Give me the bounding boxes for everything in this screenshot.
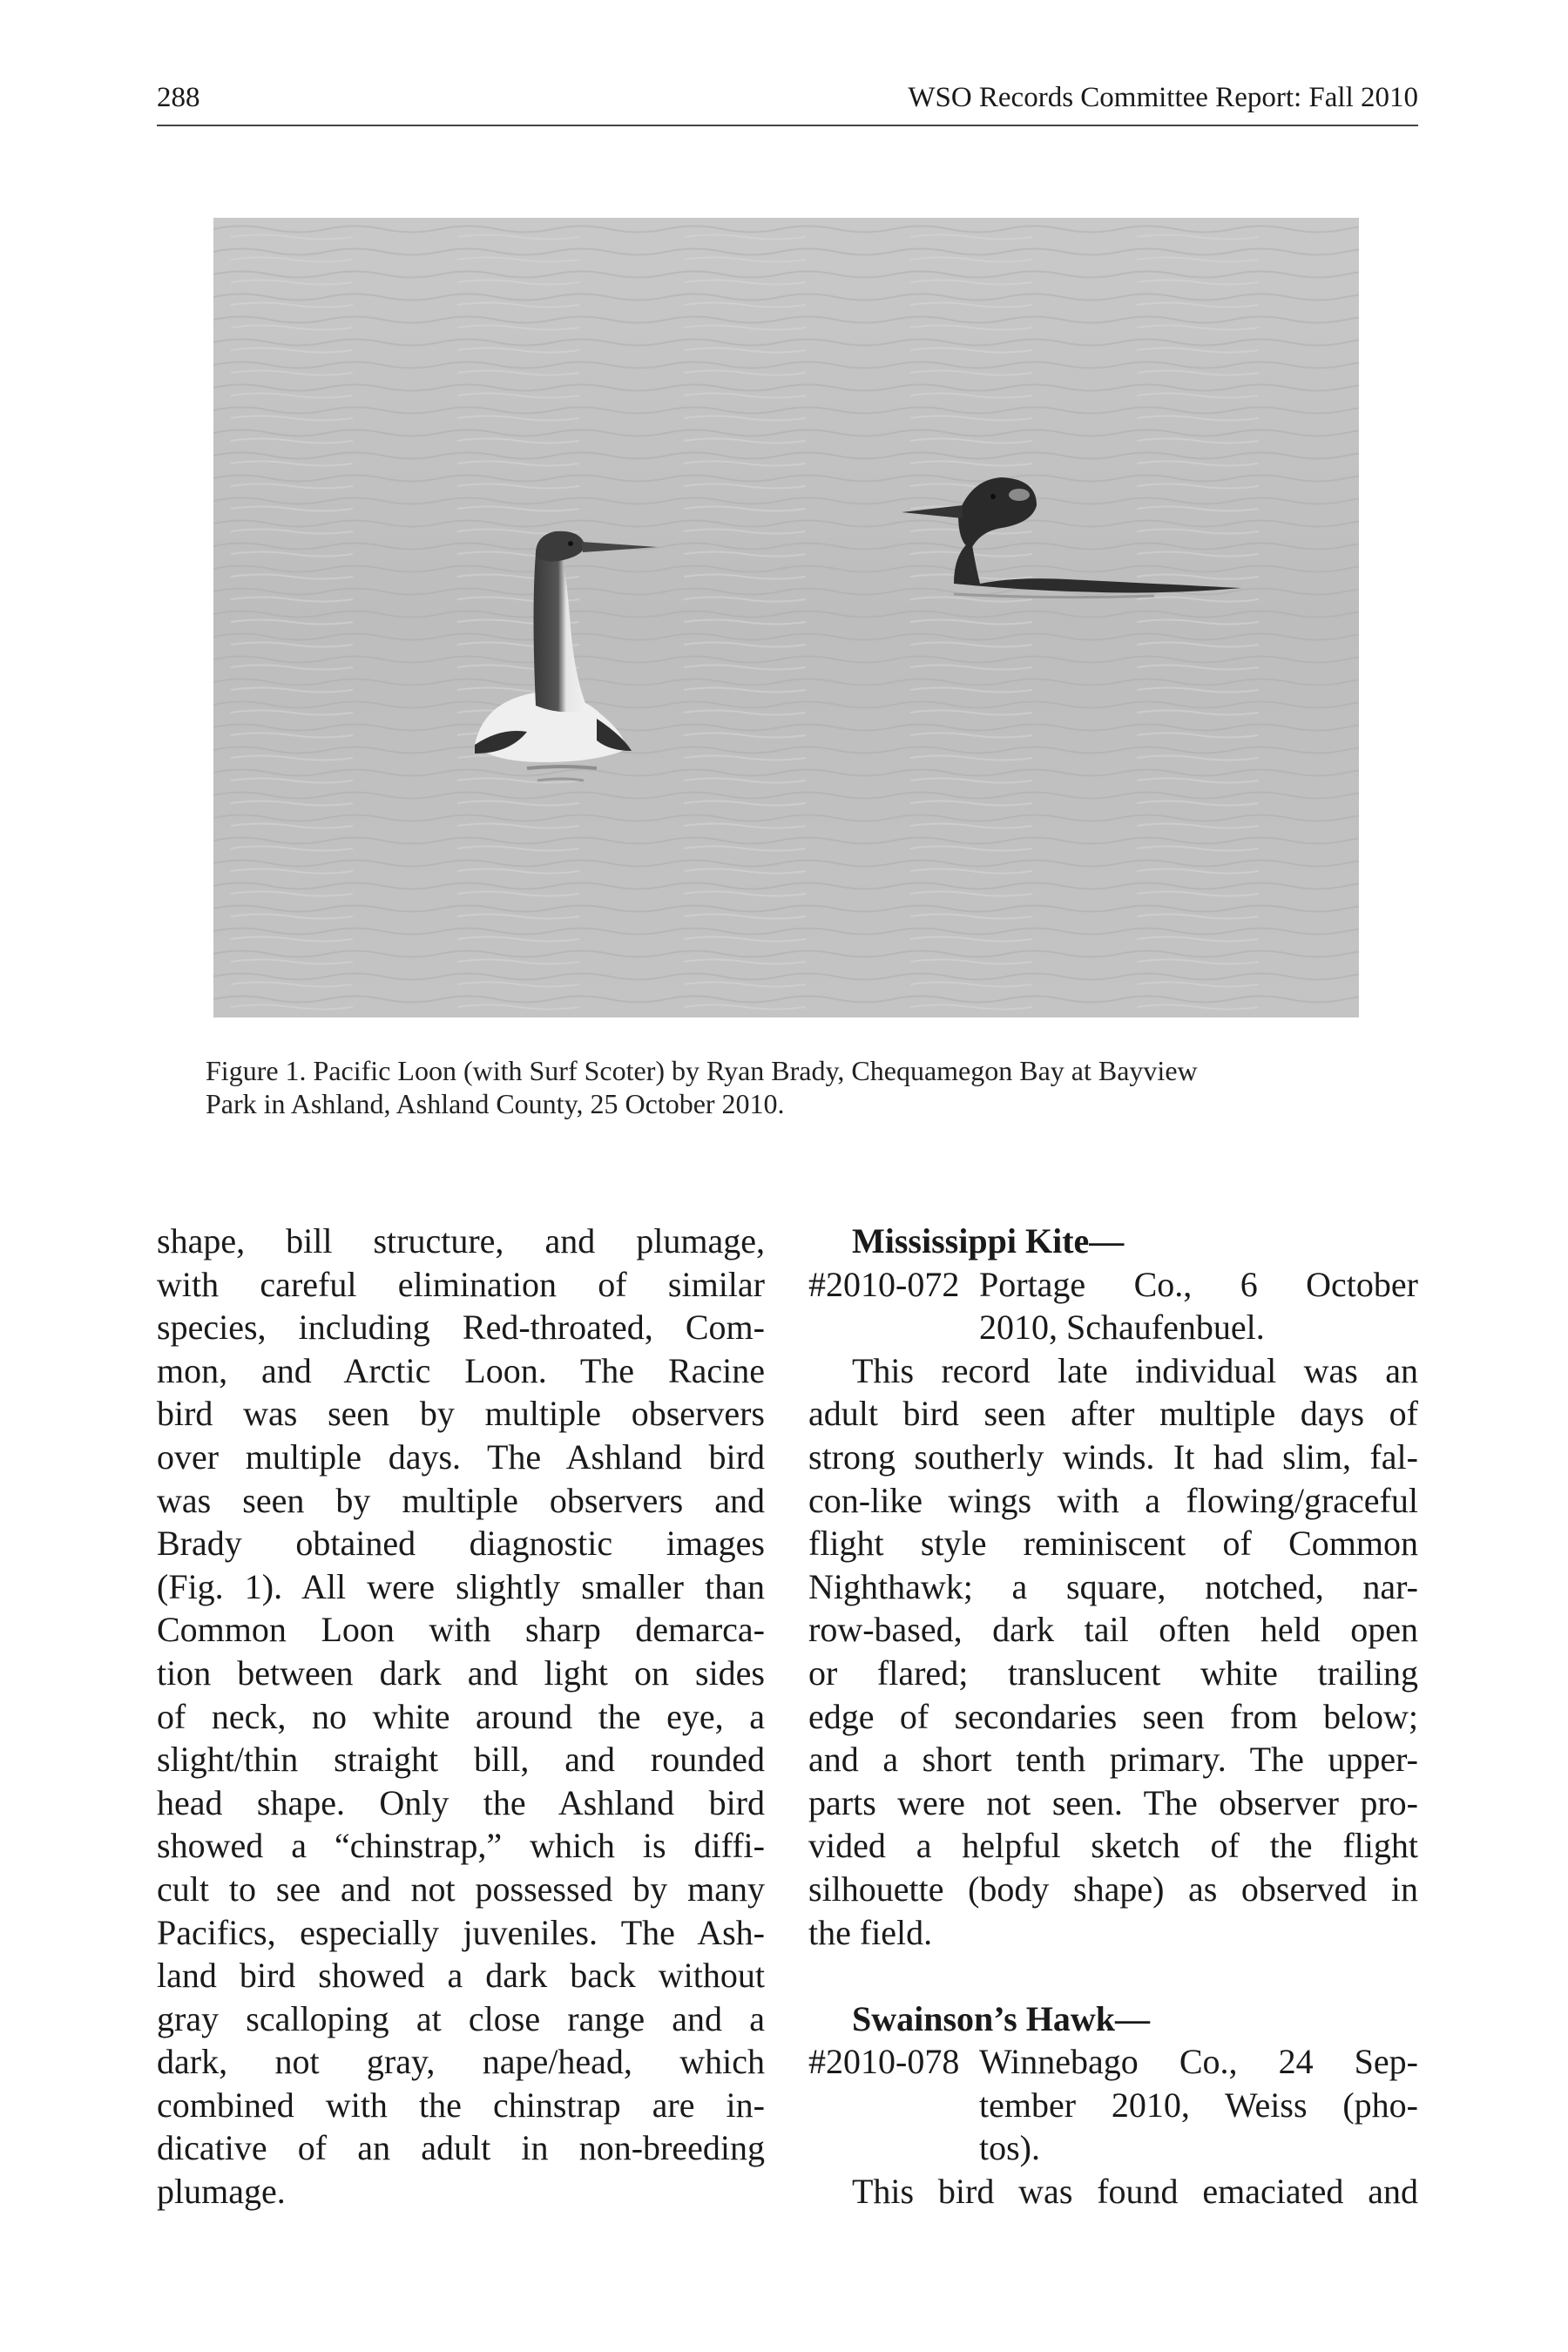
body-line: This bird was found emaciated and: [852, 2172, 1418, 2212]
figure-caption: [206, 1054, 1364, 1120]
record-number: #2010-072: [808, 1264, 960, 1304]
body-line: shape, bill structure, and plumage,: [157, 1221, 765, 1260]
body-line: adult bird seen after multiple days of: [808, 1394, 1418, 1434]
body-line: showed a “chinstrap,” which is diffi-: [157, 1826, 765, 1866]
caption-line: Park in Ashland, Ashland County, 25 October 2010.: [206, 1088, 785, 1119]
body-line: the field.: [808, 1912, 933, 1952]
body-line: with careful elimination of similar: [157, 1264, 765, 1304]
body-line: species, including Red-throated, Com-: [157, 1308, 765, 1348]
body-line: dark, not gray, nape/head, which: [157, 2042, 765, 2082]
record-number: #2010-078: [808, 2042, 960, 2082]
body-line: over multiple days. The Ashland bird: [157, 1436, 765, 1477]
body-line: This record late individual was an: [852, 1350, 1418, 1390]
body-line: gray scalloping at close range and a: [157, 1998, 765, 2038]
page-number: 288: [157, 82, 200, 113]
body-line: strong southerly winds. It had slim, fal-: [808, 1436, 1418, 1477]
body-line: row-based, dark tail often held open: [808, 1610, 1418, 1650]
body-line: and a short tenth primary. The upper-: [808, 1740, 1418, 1780]
body-line: silhouette (body shape) as observed in: [808, 1869, 1418, 1909]
body-line: dicative of an adult in non-breeding: [157, 2128, 765, 2168]
right-column: [808, 1220, 1418, 2213]
body-line: Pacifics, especially juveniles. The Ash-: [157, 1912, 765, 1952]
caption-line: Figure 1. Pacific Loon (with Surf Scoter) by Ryan Brady, Chequamegon Bay at Bayview: [206, 1055, 1198, 1086]
record-line: [808, 1263, 1418, 1307]
body-line: Brady obtained diagnostic images: [157, 1524, 765, 1564]
body-line: vided a helpful sketch of the flight: [808, 1826, 1418, 1866]
record-details: Winnebago Co., 24 Sep-: [979, 2042, 1418, 2082]
body-line: land bird showed a dark back without: [157, 1956, 765, 1996]
body-line: Common Loon with sharp demarca-: [157, 1610, 765, 1650]
header-rule: [157, 125, 1418, 126]
species-heading-hawk: Swainson’s Hawk—: [852, 1998, 1150, 2038]
body-line: slight/thin straight bill, and rounded: [157, 1740, 765, 1780]
figure-photo: [213, 218, 1359, 1017]
body-line: (Fig. 1). All were slightly smaller than: [157, 1566, 765, 1606]
species-heading-kite: Mississippi Kite—: [852, 1221, 1125, 1260]
body-line: plumage.: [157, 2172, 286, 2212]
record-details: Portage Co., 6 October: [979, 1264, 1418, 1304]
section-spacer: [808, 1954, 1418, 1997]
body-line: con-like wings with a flowing/graceful: [808, 1480, 1418, 1520]
body-line: mon, and Arctic Loon. The Racine: [157, 1350, 765, 1390]
record-line: tember 2010, Weiss (pho-: [979, 2085, 1418, 2125]
body-line: head shape. Only the Ashland bird: [157, 1782, 765, 1822]
body-line: parts were not seen. The observer pro-: [808, 1782, 1418, 1822]
body-line: or flared; translucent white trailing: [808, 1652, 1418, 1693]
body-line: of neck, no white around the eye, a: [157, 1696, 765, 1736]
body-line: cult to see and not possessed by many: [157, 1869, 765, 1909]
record-line: 2010, Schaufenbuel.: [979, 1308, 1265, 1348]
body-line: combined with the chinstrap are in-: [157, 2085, 765, 2125]
body-line: edge of secondaries seen from below;: [808, 1696, 1418, 1736]
body-line: was seen by multiple observers and: [157, 1480, 765, 1520]
record-line: tos).: [979, 2128, 1040, 2168]
body-line: bird was seen by multiple observers: [157, 1394, 765, 1434]
body-line: flight style reminiscent of Common: [808, 1524, 1418, 1564]
body-line: Nighthawk; a square, notched, nar-: [808, 1566, 1418, 1606]
left-column: [157, 1220, 765, 2213]
record-line: [808, 2040, 1418, 2084]
journal-title: WSO Records Committee Report: Fall 2010: [908, 82, 1418, 113]
body-line: tion between dark and light on sides: [157, 1652, 765, 1693]
running-head: [157, 82, 1418, 125]
